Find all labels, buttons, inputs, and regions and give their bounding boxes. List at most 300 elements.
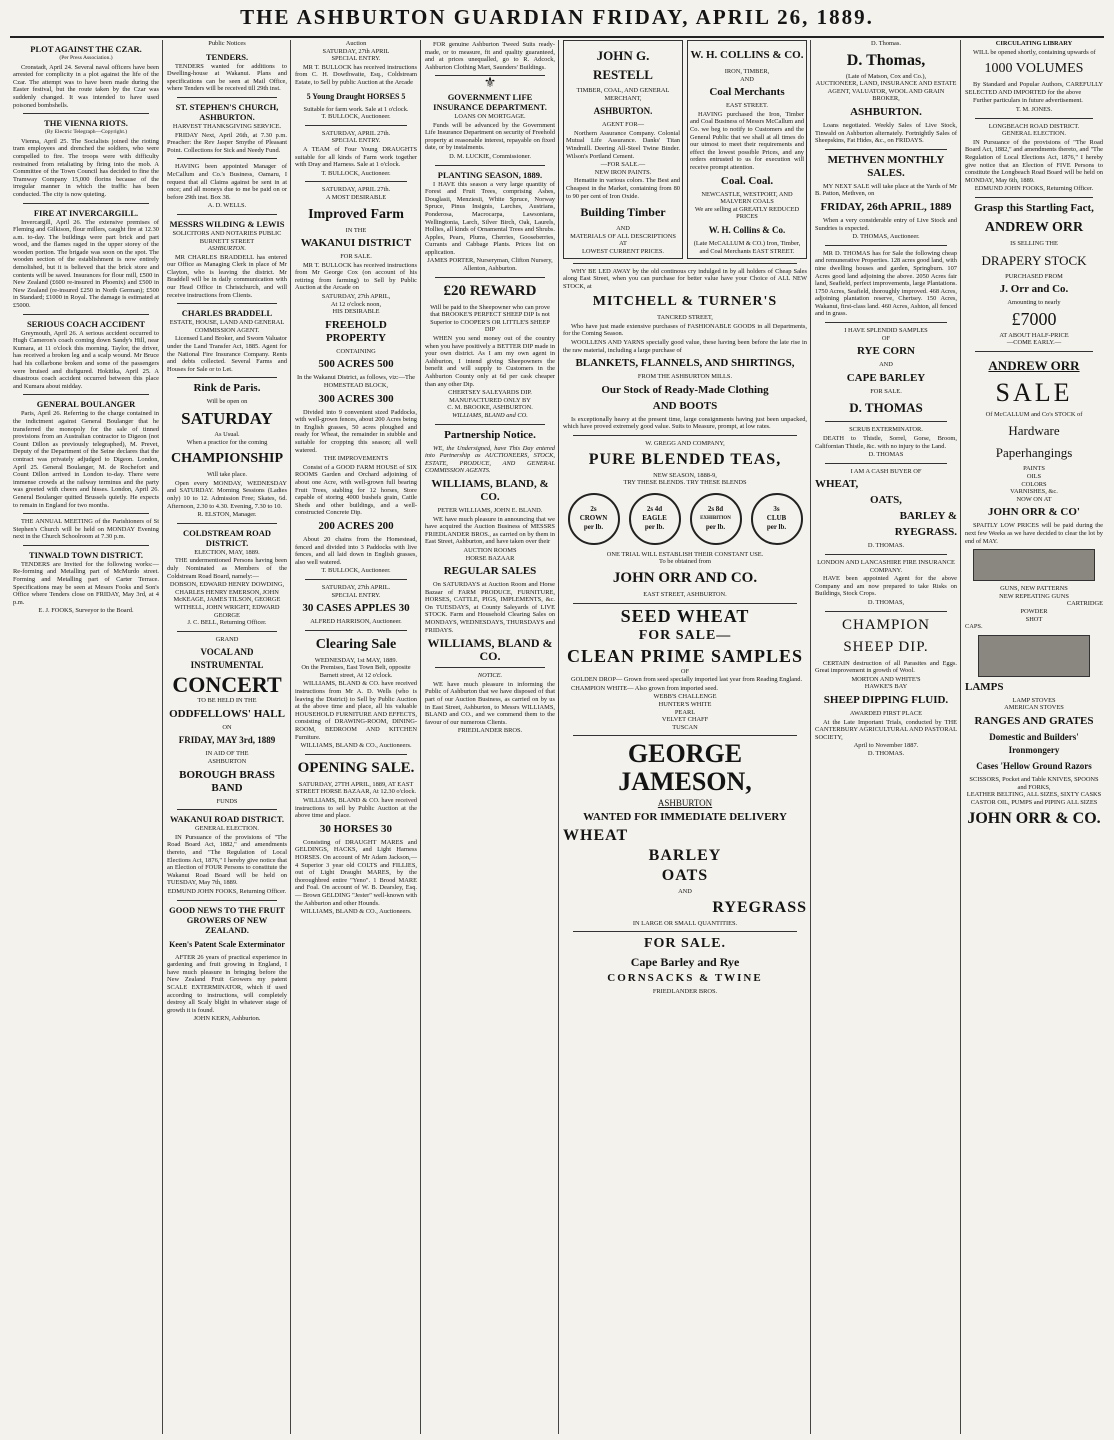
notice-text: FRIDAY Next, April 26th, at 7.30 p.m. Preacher: the Rev Jasper Smythe of Pleasant Point. Collections for Sick and Needy Fund. — [167, 131, 287, 154]
signature: JOHN KERN, Ashburton. — [193, 1015, 261, 1023]
divider — [435, 165, 545, 166]
subheading: GENERAL ELECTION. — [1001, 130, 1066, 138]
ad-emphasis: Paperhangings — [995, 445, 1073, 461]
tea-price: 2s 4d — [646, 505, 663, 514]
subheading: ASHBURTON. — [207, 245, 247, 253]
notice-text: Consisting of DRAUGHT MARES and GELDINGS, HACKS, and Light Harness HORSES. On account of Mr Adam Jackson,— 4 Superior 3 year old COLTS and FILLIES, out of Light Draught MARES, by the thoroughbred entire "Yeno". 1 Brood MARE and Foal. On account of W. B. Dearsley, Esq.— Brown GELDING "Jester" well-known with the Ashburton and other Hounds. — [295, 838, 417, 907]
headline: COLDSTREAM ROAD DISTRICT. — [182, 527, 272, 548]
ad-title: 500 ACRES 500 — [318, 358, 394, 371]
ad-line: W. GREGG AND COMPANY, — [645, 440, 725, 448]
notice-text: Licensed Land Broker, and Sworn Valuator under the Land Transfer Act, 1885. Agent for the National Fire Insurance Company. Rents and debts collected. Several Farms and Houses for Sale or to Let. — [167, 335, 287, 373]
ad-title: Coal Merchants — [709, 86, 785, 99]
column-divider — [162, 40, 163, 1434]
column-divider — [960, 40, 961, 1434]
subheading: WEDNESDAY, 1st MAY, 1889. — [314, 656, 398, 664]
notice-text: TENDERS wanted for additions to Dwelling-house at Wakanui. Plans and specifications can be seen at Mail Office, where Tenders will be received till 29th inst. — [167, 62, 287, 93]
ad-emphasis: JOHN ORR AND CO. — [612, 570, 758, 586]
article-text: Cronstadt, April 24. Several naval officers have been arrested for complicity in a plot against the life of the Czar. The attempt was to have been made during the Easter festival, but the route taken by the Czar was suddenly changed. It was intended to have used poisoned bombshells. — [13, 63, 159, 109]
notice-text: IN Pursuance of the provisions of "The Road Board Act, 1882," and amendments thereto, and "The Regulation of Local Elections Act, 1876," I hereby give notice that an Election of FOUR Persons to constitute the Wakanui Road Board will be held on TUESDAY, May 7th, 1889. — [167, 833, 287, 887]
ad-line: A MOST DESIRABLE — [325, 193, 387, 201]
ad-title: ASHBURTON. — [850, 105, 922, 118]
subheading: HARVEST THANKSGIVING SERVICE. — [172, 122, 282, 130]
ad-line: NEW SEASON, 1888-9, — [653, 471, 717, 479]
ad-line: OF — [881, 334, 891, 342]
divider — [305, 181, 407, 182]
signature: PETER WILLIAMS, JOHN E. BLAND. — [437, 506, 543, 514]
ad-title: WHEAT, — [815, 478, 859, 491]
tea-name: CLUB — [766, 514, 787, 523]
ad-title: 30 CASES APPLES 30 — [302, 602, 410, 615]
ad-line: ON — [222, 723, 232, 731]
ad-line: EAST STREET. — [725, 102, 768, 110]
article-text: Invercargill, April 26. The extensive premises of Fleming and Gilkison, flour millers, caught fire at 12.30 a.m. to-day. The buildings were part brick and part wood, and the flames raged in the upper storey of the wooden portion. The brigade was soon on the spot. The wooden section of the establishment is now entirely demolished, but it is believed that the brick store and contents will be saved. Insurances for flour mill, £500 in New Zealand (£600 re-insured in Phoenix) and £500 in New Zealand (re-insured £250 in North German); £500 in Standard; £1000 in Royal. The damage is estimated at £5000. — [13, 218, 159, 310]
column-divider — [420, 40, 421, 1434]
byline: (By Electric Telegraph—Copyright.) — [44, 129, 128, 136]
article-text: Paris, April 26. Referring to the charge contained in the indictment against General Boulanger that he transferred the monopoly for the sale of tinned provisions from an Australian contractor to Digeon (not Count Dillon as previously telegraphed), M. Prevet, Deputy of the Department of the Seine declares that the contract was privately adjudged to Digeon. London, April 25. General Boulanger, M. de Rochefort and Count Dillon arrived in London to-day. There were immense crowds at the railway terminus and the party was greeted with cheers and hisses. London, April 26. General Boulanger quitted Brussels quietly. He expects to remain in England for two months. — [13, 410, 159, 509]
divider — [177, 900, 277, 901]
signature: D. THOMAS. — [867, 749, 905, 757]
ad-line: Will take place. — [206, 471, 248, 479]
ad-emphasis: FOR SALE— — [638, 627, 732, 643]
ad-line: TANCRED STREET, — [657, 314, 713, 322]
ad-line: AT — [619, 240, 627, 248]
ad-line: ONE TRIAL WILL ESTABLISH THEIR CONSTANT USE. — [606, 550, 764, 558]
ad-line: MERCHANT, — [604, 94, 642, 102]
subheading: SATURDAY, 27th APRIL — [322, 47, 390, 55]
ad-line: SHOT — [1025, 615, 1043, 623]
rifle-illustration — [973, 549, 1095, 581]
notice-text: MR T. BULLOCK has received instructions from C. H. Dowthwaite, Esq., Coldstream Estate, to Sell by public Auction at the Arcade — [295, 63, 417, 86]
notice-text: Open every MONDAY, WEDNESDAY and SATURDAY. Morning Sessions (Ladies only) 10 to 12. Admission Free; Skates, 6d. Afternoon, 2.30 to 4.30. Evening, 7.30 to 10. — [167, 479, 287, 510]
divider — [975, 351, 1093, 352]
ad-title: Domestic and Builders' Ironmongery — [989, 731, 1079, 755]
headline: ST. STEPHEN'S CHURCH, ASHBURTON. — [175, 101, 279, 122]
ad-line: COLORS — [1021, 480, 1047, 488]
subheading: SPECIAL ENTRY. — [331, 591, 381, 599]
notice-text: WOOLLENS AND YARNS specially good value, these having been before the late rise in the raw material, including a large purchase of — [563, 339, 807, 354]
headline: WAKANUI ROAD DISTRICT. — [170, 814, 284, 825]
ad-title: Grasp this Startling Fact, — [974, 201, 1094, 214]
ad-line: I AM A CASH BUYER OF — [850, 467, 922, 475]
signature: E. J. FOOKS, Surveyor to the Board. — [38, 607, 134, 615]
tea-price: 2s 8d — [707, 505, 724, 514]
signature: D. THOMAS, — [867, 598, 905, 606]
divider — [23, 314, 149, 315]
headline: TENDERS. — [205, 51, 249, 62]
ad-title: WANTED FOR IMMEDIATE DELIVERY — [583, 810, 787, 823]
name-list: DOBSON, EDWARD HENRY DOWDING, CHARLES HENRY EMERSON, JOHN McKEAGE, JAMES TILSON, GEORGE WITHELL, JOHN WRIGHT, EDWARD GEORGE — [169, 581, 285, 619]
column-divider — [810, 40, 811, 1434]
ad-title: METHVEN MONTHLY SALES. — [827, 153, 945, 179]
ad-line: Amounting to nearly — [1007, 299, 1061, 307]
ad-emphasis: Building Timber — [580, 205, 666, 220]
signature: EDMUND JOHN FOOKS, Returning Officer. — [974, 185, 1094, 193]
ad-emphasis: CONCERT — [172, 672, 282, 698]
notice-text: WE, the Undersigned, have This Day entered into Partnership as AUCTIONEERS, STOCK, ESTATE, PRODUCE, AND GENERAL COMMISSION AGENTS. — [425, 444, 555, 475]
ad-line: We are selling at GREATLY REDUCED PRICES — [694, 205, 800, 221]
headline: PLOT AGAINST THE CZAR. — [30, 44, 142, 54]
ad-title: JOHN ORR & CO' — [988, 506, 1080, 519]
ad-line: I HAVE SPLENDID SAMPLES — [844, 327, 928, 335]
ad-line: AND — [616, 225, 630, 233]
ad-emphasis: SALE — [995, 377, 1073, 407]
ad-title: WILLIAMS, BLAND & CO. — [427, 636, 553, 664]
notice-text: About 20 chains from the Homestead, fenced and divided into 3 Paddocks with live fences, and all laid down in English grasses, also well watered. — [295, 535, 417, 566]
divider — [177, 214, 277, 215]
divider — [573, 931, 797, 932]
subheading: THE IMPROVEMENTS — [323, 455, 389, 463]
notice-text: When a very considerable entry of Live Stock and Sundries is expected. — [815, 216, 957, 232]
ad-title: W. H. Collins & Co. — [708, 224, 786, 235]
signature: T. BULLOCK, Auctioneer. — [321, 169, 391, 177]
ad-line: FOR SALE. — [870, 387, 902, 395]
ad-line: IN THE — [345, 226, 367, 234]
subheading: SPECIAL ENTRY. — [331, 137, 381, 145]
ad-emphasis: Hardware — [1008, 423, 1060, 439]
headline: CHARLES BRADDELL — [181, 308, 273, 319]
ad-line: AND — [678, 887, 692, 895]
subheading: CHERTSEY SALEYARDS DIP. — [448, 389, 532, 397]
ad-title: WILLIAMS, BLAND, & CO. — [431, 477, 549, 503]
ad-line: TRY THESE BLENDS. TRY THESE BLENDS — [623, 479, 747, 487]
ad-title: RANGES AND GRATES — [974, 714, 1094, 727]
ad-line: WILLIAMS, BLAND and CO. — [452, 411, 528, 419]
ad-line: LEATHER BELTING, ALL SIZES, SIXTY CASKS CASTOR OIL, PUMPS and PIPING ALL SIZES — [966, 791, 1102, 806]
ad-title: OATS, — [870, 494, 902, 507]
divider — [573, 735, 797, 736]
notice-text: CERTAIN destruction of all Parasites and Eggs. Great improvement in growth of Wool. — [815, 659, 957, 675]
ad-line: HIS DESIRABLE — [332, 308, 380, 316]
signature: R. ELSTON, Manager. — [197, 511, 257, 519]
signature: C. M. BROOKE, ASHBURTON. — [447, 404, 533, 412]
divider — [177, 303, 277, 304]
divider — [23, 545, 149, 546]
ad-line: When a practice for the coming — [186, 438, 268, 446]
ad-title: 5 Young Draught HORSES 5 — [306, 91, 406, 101]
wheat-variety: PEARL — [674, 708, 696, 716]
ad-emphasis: £20 REWARD — [443, 282, 537, 299]
wheat-variety: HUNTER'S WHITE — [658, 700, 712, 708]
ad-emphasis: GEORGE JAMESON, — [618, 739, 752, 797]
ad-line: NEW IRON PAINTS. — [594, 168, 652, 176]
section-label: Auction — [345, 40, 367, 47]
column-notices — [164, 40, 290, 1434]
ad-title: LAMPS — [965, 680, 1004, 693]
tea-unit: per lb. — [583, 523, 604, 532]
ad-emphasis: CLEAN PRIME SAMPLES — [566, 645, 804, 666]
subheading: SATURDAY, 27th APRIL, — [321, 293, 391, 301]
headline: GOOD NEWS TO THE FRUIT GROWERS OF NEW ZEALAND. — [169, 904, 285, 935]
ad-line: AGENT FOR— — [602, 121, 644, 129]
notice-text: THE undermentioned Persons having been duly Nominated as Members of the Coldstream Road Board, namely:— — [167, 557, 287, 580]
column-auctions — [292, 40, 420, 1434]
subheading: SOLICITORS AND NOTARIES PUBLIC — [172, 229, 282, 237]
notice-text: WHEN you send money out of the country when you have positively a BETTER DIP made in your own district. As I am my own agent in Ashburton, I intend giving Sheepowners the benefit and will supply to Customers in the Ashburton County only at 6d per cask cheaper than any other Dip. — [425, 335, 555, 388]
ad-title: Coal. Coal. — [720, 174, 774, 187]
divider — [23, 513, 149, 514]
ad-emphasis: JOHN G. RESTELL — [593, 48, 653, 82]
grain-item: RYEGRASS — [712, 898, 807, 916]
divider — [177, 631, 277, 632]
section-label: Public Notices — [208, 40, 246, 47]
notice-text: AFTER 26 years of practical experience in gardening and fruit growing in England, I have much pleasure in bringing before the New Zealand Fruit Growers my patent SCALE EXTERMINATOR, which if used according to instructions, will completely destroy all Scaly blight in whatever stage of growth it is found. — [167, 953, 287, 1014]
column-news — [10, 40, 162, 1434]
ad-title: Cape Barley and Rye — [630, 955, 740, 970]
headline: FIRE AT INVERCARGILL. — [33, 207, 139, 218]
divider — [305, 630, 407, 631]
divider — [23, 394, 149, 395]
ad-line: PAINTS — [1023, 465, 1045, 473]
divider — [305, 579, 407, 580]
grain-item: OATS — [661, 866, 709, 884]
signature: D. M. LUCKIE, Commissioner. — [449, 152, 531, 160]
ad-emphasis: ANDREW ORR — [988, 357, 1080, 373]
notice-text: A TEAM of Four Young DRAUGHTS suitable for all kinds of Farm work together with Dray and Harness. Sale at 1 o'clock. — [295, 145, 417, 169]
ad-title: 200 ACRES 200 — [318, 519, 394, 532]
headline: MESSRS WILDING & LEWIS — [169, 218, 285, 229]
grain-item: BARLEY — [648, 846, 722, 864]
ad-title: J. Orr and Co. — [999, 283, 1069, 296]
ad-emphasis: CHAMPION — [841, 616, 930, 633]
headline: THE VIENNA RIOTS. — [44, 118, 128, 129]
masthead: THE ASHBURTON GUARDIAN FRIDAY, APRIL 26, 1889. — [240, 5, 874, 29]
ad-title: BOROUGH BRASS BAND — [179, 768, 275, 794]
signature: T. BULLOCK, Auctioneer. — [321, 567, 391, 575]
divider — [975, 118, 1093, 119]
divider — [177, 377, 277, 378]
ad-title: ODDFELLOWS' HALL — [169, 707, 285, 720]
notice-text: I HAVE this season a very large quantity of Forest and Fruit Trees, comprising Ashes, Douglasii, Menziesii, White Spruce, Norway Spruce, Pinus Insignis, Larches, Austrians, Ponderosa, Macrocarpa, Lawsonians, Wellingtonia, Larch, Silver Birch, Oak, Laurels, Hollies, all kinds of Ornamental Trees and Shrubs. Apples, Pears, Plums, Cherries, Gooseberries, Currants and Cabbage Plants. Prices list on application. — [425, 180, 555, 256]
stove-illustration — [978, 635, 1090, 677]
divider — [825, 463, 947, 464]
ad-emphasis: Improved Farm — [308, 206, 404, 222]
notice-text: MR T. BULLOCK has received instructions from Mr George Cox (on account of his retiring from farming) to Sell by Public Auction at the Arcade on — [295, 261, 417, 292]
signature: T. BULLOCK, Auctioneer. — [321, 113, 391, 121]
crest-icon: ⚜ — [483, 76, 497, 92]
notice-text: Further particulars in future advertisement. — [973, 97, 1083, 105]
notice-text: At the Late Important Trials, conducted by THE CANTERBURY AGRICULTURAL AND PASTORAL SOCIETY, — [815, 718, 957, 741]
ad-line: HAWKE'S BAY — [864, 683, 908, 691]
ad-title: FREEHOLD PROPERTY — [325, 318, 387, 344]
ad-line: AND — [740, 75, 754, 83]
ad-emphasis: £7000 — [1011, 308, 1057, 329]
ad-line: NOW ON AT — [1016, 495, 1052, 503]
ad-title: FRIDAY, MAY 3rd, 1889 — [178, 735, 276, 746]
ad-title: RYEGRASS. — [894, 526, 957, 539]
signature: ALFRED HARRISON, Auctioneer. — [310, 618, 402, 626]
tea-blend-badge — [690, 493, 742, 545]
notice-text: WE have much pleasure in announcing that we have acquired the Auction Business of MESSRS FRIEDLANDER BROS., as carried on by them in East Street, Ashburton, and have taken over their — [425, 515, 555, 546]
ad-line: IRON, TIMBER, — [724, 68, 770, 75]
column-divider — [558, 40, 559, 1434]
section-label: D. Thomas. — [871, 40, 901, 47]
notice-text: IN Pursuance of the provisions of "The Road Board Act, 1882," and amendments thereto, and "The Regulation of Local Elections Act, 1876," I hereby give notice that an Election of FIVE Persons to constitute the Longbeach Road Board will be held on MONDAY, May 6th, 1889. — [965, 138, 1103, 184]
ad-emphasis: SEED WHEAT — [620, 605, 750, 626]
ad-emphasis: W. H. COLLINS & CO. — [690, 49, 804, 61]
ad-emphasis: CHAMPIONSHIP — [171, 451, 283, 467]
ad-line: At 12 o'clock noon, — [330, 300, 382, 308]
ad-line: (Late of Matson, Cox and Co.), — [845, 72, 927, 80]
ad-emphasis: 1000 VOLUMES — [984, 61, 1084, 77]
divider — [23, 113, 149, 114]
notice-text: HAVING been appointed Manager of McCallum and Co.'s Business, Oamaru, I request that all Claims against be sent in at once; and all moneys due to me be paid on or before 29th inst. Box 38. — [167, 163, 287, 201]
tea-blends — [563, 493, 807, 545]
subheading: CIRCULATING LIBRARY — [995, 40, 1073, 47]
notice-text: Who have just made extensive purchases of FASHIONABLE GOODS in all Departments, for the Coming Season. — [563, 322, 807, 338]
ad-title: BLANKETS, FLANNELS, AND SHIRTINGS, — [575, 357, 795, 370]
notice-text: TENDERS are Invited for the following works:— Re-forming and Metalling part of McMurdo street. Forming and Metalling part of Carter Terrace. Specifications may be seen at Messrs Fooks and Son's Office where Tenders close on FRIDAY, May 3rd, at 4 p.m. — [13, 560, 159, 606]
ad-line: AUCTIONEER, LAND, INSURANCE AND ESTATE AGENT, VALUATOR, WOOL AND GRAIN BROKER, — [815, 80, 957, 103]
ad-line: CAPS. — [965, 623, 983, 631]
headline: GOVERNMENT LIFE INSURANCE DEPARTMENT. — [433, 91, 547, 112]
ad-line: (Late McCALLUM & CO.) Iron, Timber, and Coal Merchants EAST STREET. — [693, 239, 801, 255]
tea-name: CROWN — [579, 514, 608, 523]
top-ads-row — [563, 40, 807, 259]
column-thomas — [812, 40, 960, 1434]
ad-emphasis: Clearing Sale — [315, 636, 397, 652]
ad-line: PURCHASED FROM — [1005, 272, 1063, 280]
ad-line: NEWCASTLE, WESTPORT, AND MALVERN COALS — [701, 190, 793, 206]
divider — [177, 809, 277, 810]
ad-line: AMERICAN STOVES — [1004, 704, 1064, 712]
ad-line: POWDER — [1020, 608, 1048, 615]
notice-text: WILLIAMS, BLAND & CO. have received instructions from Mr A. D. Wells (who is leaving the District) to Sell by Public Auction at the above time and place, all his valuable HOUSEHOLD FURNITURE AND EFFECTS, consisting of DRAWING-ROOM, DINING-ROOM, BEDROOM AND KITCHEN Furniture. — [295, 680, 417, 741]
ad-title: RYE CORN — [857, 345, 915, 358]
notice-text: HAVING purchased the Iron, Timber and Coal Business of Messrs McCallum and Co. we beg to notify to Customers and the General Public that we shall at all times do our utmost to meet their requirements and effect the lowest possible Prices, and any orders entrusted to us for execution will receive prompt attention. — [690, 110, 804, 171]
ad-line: CONTAINING — [336, 347, 376, 355]
divider — [573, 603, 797, 604]
notice-text: GOLDEN DROP— Grown from seed specially imported last year from Reading England. — [571, 676, 803, 684]
subheading: SATURDAY, APRIL 27th. — [321, 186, 391, 194]
headline: TINWALD TOWN DISTRICT. — [28, 549, 144, 560]
subheading: AUCTION ROOMS — [463, 546, 517, 554]
ad-line: MANUFACTURED ONLY BY — [449, 396, 531, 404]
divider — [825, 245, 947, 246]
signature: JAMES PORTER, Nurseryman, Clifton Nursery, Allenton, Ashburton. — [427, 257, 553, 273]
ad-title: FRIDAY, 26th APRIL, 1889 — [820, 200, 952, 213]
ad-emphasis: D. Thomas, — [846, 51, 926, 69]
tea-blend-badge — [751, 493, 803, 545]
signature: D. THOMAS — [868, 451, 904, 459]
ad-title: CORNSACKS & TWINE — [607, 972, 763, 985]
ad-line: Will be open on — [206, 398, 248, 406]
notice-text: WILL be opened shortly, containing upwards of — [973, 48, 1096, 56]
ad-line: MATERIALS OF ALL DESCRIPTIONS — [570, 232, 676, 240]
divider — [177, 158, 277, 159]
ad-line: LOWEST CURRENT PRICES. — [582, 247, 664, 255]
subheading: SATURDAY, 27th APRIL. — [321, 583, 391, 591]
ad-line: AWARDED FIRST PLACE — [849, 709, 923, 717]
tea-unit: per lb. — [644, 523, 665, 532]
ad-line: FROM THE ASHBURTON MILLS. — [637, 373, 733, 381]
notice-text: MY NEXT SALE will take place at the Yards of Mr B. Patton, Methven, on — [815, 182, 957, 198]
ad-emphasis: SHEEP DIP. — [843, 638, 929, 655]
subheading: SATURDAY, APRIL 27th. — [321, 129, 391, 137]
ad-line: IS SELLING THE — [1010, 239, 1058, 247]
tea-blend-badge — [568, 493, 620, 545]
notice-text: Loans negotiated. Weekly Sales of Live Stock, Tinwald on Ashburton alternately. Fortnightly Sales of Sheepskins, Fat Hides, &c., on FRIDAYS. — [815, 121, 957, 145]
subheading: BURNETT STREET — [199, 237, 255, 245]
notice-text: Divided into 9 convenient sized Paddocks, with well-grown fences, about 200 Acres being in English grasses, 50 acres ploughed and ready for Wheat, the remainder in stubble and suitable for cropping this season; all well watered. — [295, 408, 417, 454]
ad-line: TO BE HELD IN THE — [197, 697, 257, 705]
divider — [975, 197, 1093, 198]
notice-text: On SATURDAYS at Auction Room and Horse Bazaar of FARM PRODUCE, FURNITURE, HORSES, CATTLE, PIGS, IMPLEMENTS, &c. On TUESDAYS, at County Saleyards of LIVE STOCK. Farm and Household Clearing Sales on MONDAYS, WEDNESDAYS, THURSDAYS and FRIDAYS. — [425, 581, 555, 634]
ad-title: Keen's Patent Scale Exterminator — [169, 939, 285, 949]
notice-text: FOR genuine Ashburton Tweed Suits ready-made, or to measure, fit and quality guaranteed, and at prices unequalled, go to R. Adcock, Ashburton Clothing Mart, Saunders' Buildings. — [425, 41, 555, 71]
ad-line: OF — [680, 667, 690, 675]
grain-item: WHEAT — [563, 826, 629, 844]
ad-line: GRAND — [215, 635, 239, 643]
ad-title: WAKANUI DISTRICT — [300, 237, 412, 250]
divider — [825, 554, 947, 555]
ad-title: Partnership Notice. — [444, 428, 536, 441]
ad-line: EAST STREET, ASHBURTON. — [643, 591, 727, 598]
notice-text: Is exceptionally heavy at the present time, large consignments having just been unpacked, which have proved extremely good value. Suits to Measure, prompt, at low rates. — [563, 415, 807, 431]
ad-line: AT ABOUT HALF-PRICE — [999, 331, 1069, 339]
ad-title: BARLEY & — [899, 510, 957, 523]
ad-line: Of McCALLUM and Co's STOCK of — [985, 410, 1083, 418]
article-text: Greymouth, April 26. A serious accident occurred to Hugh Cameron's coach coming down Sandy's Hill, near Kumara, at 11 o'clock this morning. Taylor, the driver, has received a broken leg and a scalp wound. Mr Bruce had his collarbone broken and some of the passengers were bruised and disfigured. Hokitika, April 25. A disastrous coach accident occurred between this place and Kumara about midday. — [13, 329, 159, 390]
ad-title: 30 HORSES 30 — [319, 822, 393, 835]
ad-line: As Usual. — [214, 431, 240, 438]
ad-line: VARNISHES, &c. — [1010, 488, 1058, 496]
subheading: GENERAL ELECTION. — [194, 825, 259, 833]
tea-price: 3s — [773, 505, 780, 514]
tea-name: EAGLE — [642, 514, 667, 523]
ad-emphasis: DRAPERY STOCK — [981, 252, 1087, 268]
divider — [825, 322, 947, 323]
ad-emphasis: SATURDAY — [181, 409, 273, 428]
ad-line: IN LARGE OR SMALL QUANTITIES. — [632, 919, 738, 927]
ad-line: NEW REPEATING GUNS — [999, 592, 1069, 600]
divider — [305, 125, 407, 126]
column-divider — [290, 40, 291, 1434]
masthead-rule — [10, 36, 1104, 38]
tea-unit: per lb. — [705, 523, 726, 532]
ad-title: AND BOOTS — [652, 399, 718, 412]
ad-line: GUNS, NEW PATTERNS — [1000, 585, 1068, 593]
ad-line: FOR SALE. — [340, 253, 372, 261]
subheading: LOANS ON MORTGAGE. — [454, 112, 526, 120]
subheading: SPECIAL ENTRY. — [331, 55, 381, 63]
ad-emphasis: JOHN ORR & CO. — [967, 810, 1101, 828]
ad-line: SCISSORS, Pocket and Table KNIVES, SPOONS and FORKS, — [969, 775, 1099, 791]
ad-line: —FOR SALE.— — [600, 161, 646, 169]
ad-line: On the Premises, East Town Belt, opposite Barnett street, At 12 o'clock. — [301, 664, 411, 679]
notice-text: HAVE been appointed Agent for the above Company and am now prepared to take Risks on Buildings, Stock Crops. — [815, 575, 957, 598]
ad-title: CAPE BARLEY — [846, 371, 926, 384]
ad-title: SHEEP DIPPING FLUID. — [823, 693, 949, 706]
ad-line: LAMP STOVES — [1012, 696, 1056, 704]
headline: NOTICE. — [477, 672, 503, 680]
signature: EDMUND JOHN FOOKS, Returning Officer. — [167, 888, 287, 895]
ad-emphasis: OPENING SALE. — [297, 759, 415, 776]
subheading: Will be paid to the Sheepowner who can prove that BROOKE'S PERFECT SHEEP DIP Is not Superior to COOPER'S OR LITTLE'S SHEEP DIP — [430, 303, 550, 334]
signature: A. D. WELLS. — [207, 202, 247, 210]
tea-name: EXHIBITION — [700, 516, 731, 522]
wheat-variety: WEBB'S CHALLENGE — [653, 693, 717, 701]
notice-text: DEATH to Thistle, Sorrel, Gorse, Broom, Californian Thistle, &c. with no injury to the Land. — [815, 435, 957, 450]
signature: WILLIAMS, BLAND & CO., Auctioneers. — [300, 908, 412, 916]
ad-line: —COME EARLY.— — [1006, 339, 1062, 347]
notice-text: WHY BE LED AWAY by the old continous cry indulged in by all holders of Cheap Sales along East Street, when you can purchase for better value have your Choice of ALL NEW STOCK, at — [563, 267, 807, 290]
ad-title: 300 ACRES 300 — [318, 392, 394, 405]
ad-emphasis: D. THOMAS — [849, 400, 923, 416]
notice-text: THE ANNUAL MEETING of the Parishioners of St Stephen's Church will be held on MONDAY Evening next in the Church Schoolroom at 7.30 p.m. — [13, 518, 159, 541]
divider — [825, 611, 947, 612]
ad-title: REGULAR SALES — [443, 565, 537, 578]
divider — [435, 277, 545, 278]
